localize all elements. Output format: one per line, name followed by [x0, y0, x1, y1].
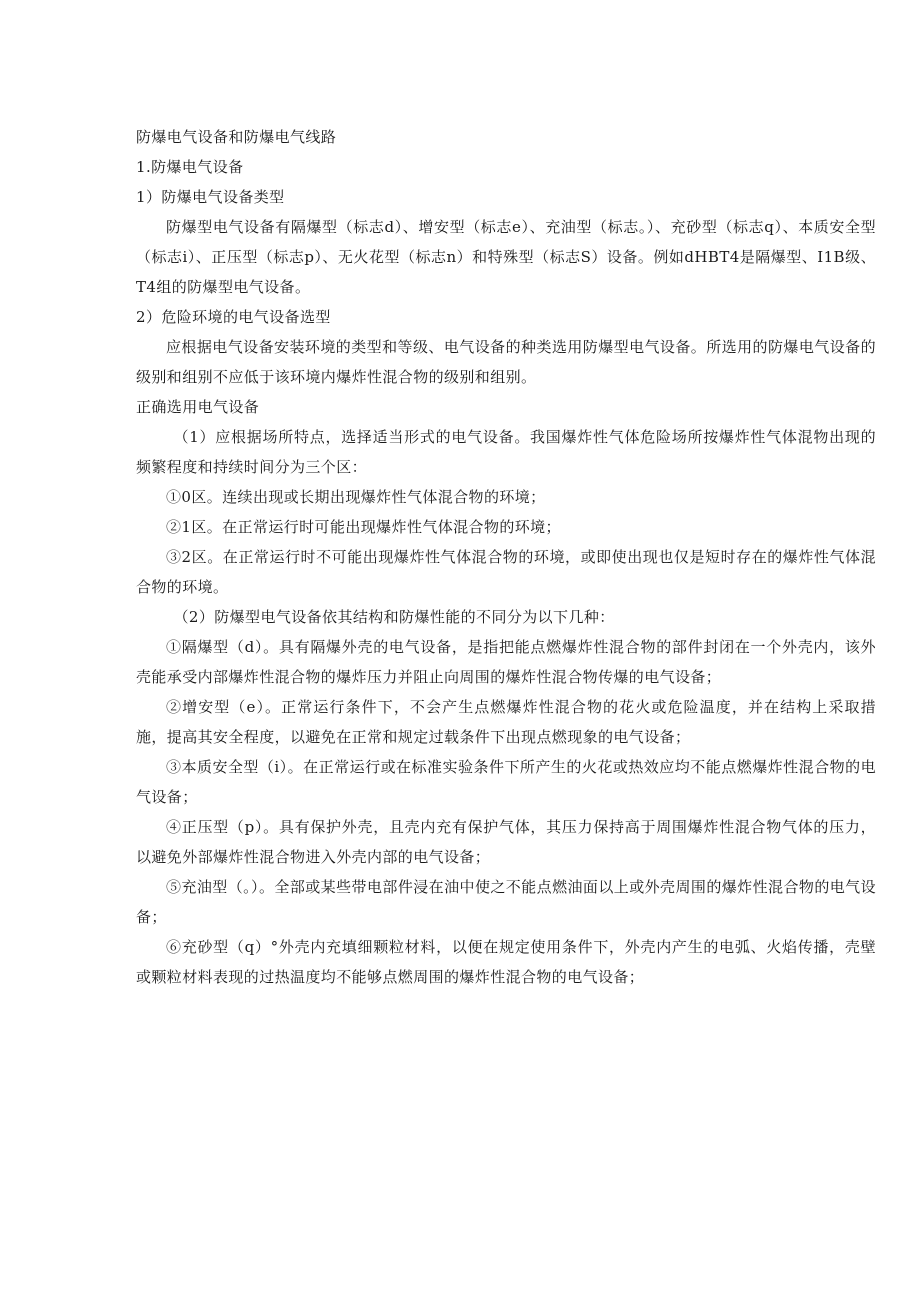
paragraph-equipment-types: 防爆型电气设备有隔爆型（标志d）、增安型（标志e）、充油型（标志。）、充砂型（标志q）、本质安全型（标志i）、正压型（标志p）、无火花型（标志n）和特殊型（标志S）设备。例如dHBT4是隔爆型、I1B级、T4组的防爆型电气设备。 [136, 218, 876, 296]
list-item-type-o: ⑤充油型（。）。全部或某些带电部件浸在油中使之不能点燃油面以上或外壳周围的爆炸性混合物的电气设备； [136, 878, 876, 926]
section-heading: 1.防爆电气设备 [136, 158, 244, 176]
heading-correct-selection: 正确选用电气设备 [136, 398, 260, 416]
list-item-type-i: ③本质安全型（i）。在正常运行或在标准实验条件下所产生的火花或热效应均不能点燃爆炸性混合物的电气设备； [136, 758, 876, 806]
paragraph-types-intro: （2）防爆型电气设备依其结构和防爆性能的不同分为以下几种： [173, 608, 615, 626]
list-item-type-e: ②增安型（e）。正常运行条件下，不会产生点燃爆炸性混合物的花火或危险温度，并在结构上采取措施，提高其安全程度，以避免在正常和规定过载条件下出现点燃现象的电气设备； [136, 698, 876, 746]
document-title: 防爆电气设备和防爆电气线路 [136, 128, 337, 146]
paragraph-equipment-selection: 应根据电气设备安装环境的类型和等级、电气设备的种类选用防爆型电气设备。所选用的防爆电气设备的级别和组别不应低于该环境内爆炸性混合物的级别和组别。 [136, 338, 876, 386]
paragraph-zones-intro: （1）应根据场所特点，选择适当形式的电气设备。我国爆炸性气体危险场所按爆炸性气体混物出现的频繁程度和持续时间分为三个区： [136, 428, 876, 476]
list-item-zone-0: ①0区。连续出现或长期出现爆炸性气体混合物的环境； [166, 488, 546, 506]
list-item-zone-2: ③2区。在正常运行时不可能出现爆炸性气体混合物的环境，或即使出现也仅是短时存在的爆炸性气体混合物的环境。 [136, 548, 876, 596]
list-item-type-d: ①隔爆型（d）。具有隔爆外壳的电气设备，是指把能点燃爆炸性混合物的部件封闭在一个外壳内，该外壳能承受内部爆炸性混合物的爆炸压力并阻止向周围的爆炸性混合物传爆的电气设备； [136, 638, 876, 686]
list-item-type-p: ④正压型（p）。具有保护外壳，且壳内充有保护气体，其压力保持高于周围爆炸性混合物气体的压力，以避免外部爆炸性混合物进入外壳内部的电气设备； [136, 818, 876, 866]
subsection-heading: 2）危险环境的电气设备选型 [136, 308, 331, 326]
document-body [136, 122, 876, 992]
list-item-type-q: ⑥充砂型（q）°外壳内充填细颗粒材料，以便在规定使用条件下，外壳内产生的电弧、火焰传播，壳壁或颗粒材料表现的过热温度均不能够点燃周围的爆炸性混合物的电气设备； [136, 938, 876, 986]
list-item-zone-1: ②1区。在正常运行时可能出现爆炸性气体混合物的环境； [166, 518, 561, 536]
subsection-heading: 1）防爆电气设备类型 [136, 188, 285, 206]
